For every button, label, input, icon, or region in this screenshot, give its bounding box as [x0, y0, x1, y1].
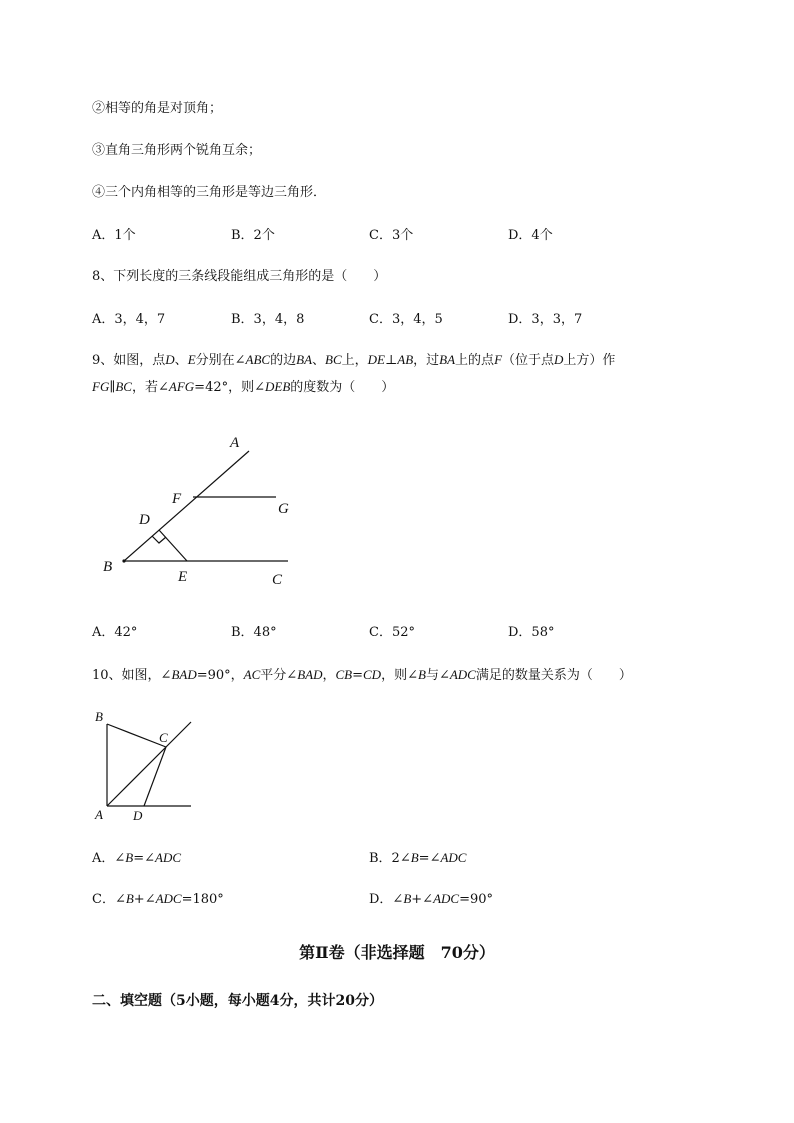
q9-label-b: B: [103, 559, 113, 575]
q8-option-d: D．3，3，7: [508, 312, 583, 327]
q10-label-d: D: [133, 808, 143, 823]
q10-option-b: B．2∠B=∠ADC: [369, 850, 467, 866]
q7-option-d: D．4个: [508, 228, 553, 243]
q9-label-f: F: [172, 491, 182, 507]
q10-option-a: A．∠B=∠ADC: [92, 850, 182, 866]
q8-option-a: A．3，4，7: [92, 312, 166, 327]
q9-label-a: A: [230, 435, 240, 451]
q8-option-b: B．3，4，8: [231, 312, 305, 327]
statement-2: ②相等的角是对顶角；: [92, 101, 223, 116]
q9-label-c: C: [272, 572, 283, 588]
q10-option-c: C．∠B+∠ADC=180°: [92, 891, 224, 907]
statement-3: ③直角三角形两个锐角互余；: [92, 143, 262, 158]
q8-stem: 8、下列长度的三条线段能组成三角形的是（ ）: [92, 269, 387, 284]
q8-option-c: C．3，4，5: [369, 312, 443, 327]
q10-label-c: C: [159, 730, 168, 745]
q9-label-d: D: [139, 512, 150, 528]
q9-label-g: G: [278, 501, 289, 517]
section2-title: 二、填空题（5小题，每小题4分，共计20分）: [92, 993, 383, 1009]
q10-option-d: D．∠B+∠ADC=90°: [369, 891, 494, 907]
q7-option-b: B．2个: [231, 228, 275, 243]
q9-stem-line1: 9、如图，点D、E分别在∠ABC的边BA、BC上，DE⊥AB，过BA上的点F（位于点D上方）作: [92, 352, 616, 368]
q9-stem-line2: FG∥BC，若∠AFG=42°，则∠DEB的度数为（ ）: [92, 379, 395, 395]
q9-option-d: D．58°: [508, 625, 555, 640]
q7-option-a: A．1个: [92, 228, 136, 243]
q9-option-a: A．42°: [92, 625, 138, 640]
q9-label-e: E: [178, 569, 188, 585]
part2-heading: 第Ⅱ卷（非选择题 70分）: [299, 943, 495, 962]
q9-option-c: C．52°: [369, 625, 415, 640]
q10-label-a: A: [95, 807, 103, 822]
q9-option-b: B．48°: [231, 625, 277, 640]
q10-stem: 10、如图，∠BAD=90°，AC平分∠BAD，CB=CD，则∠B与∠ADC满足的数量关系为（ ）: [92, 667, 632, 683]
q10-label-b: B: [95, 709, 103, 724]
statement-4: ④三个内角相等的三角形是等边三角形．: [92, 185, 327, 200]
q7-option-c: C．3个: [369, 228, 414, 243]
